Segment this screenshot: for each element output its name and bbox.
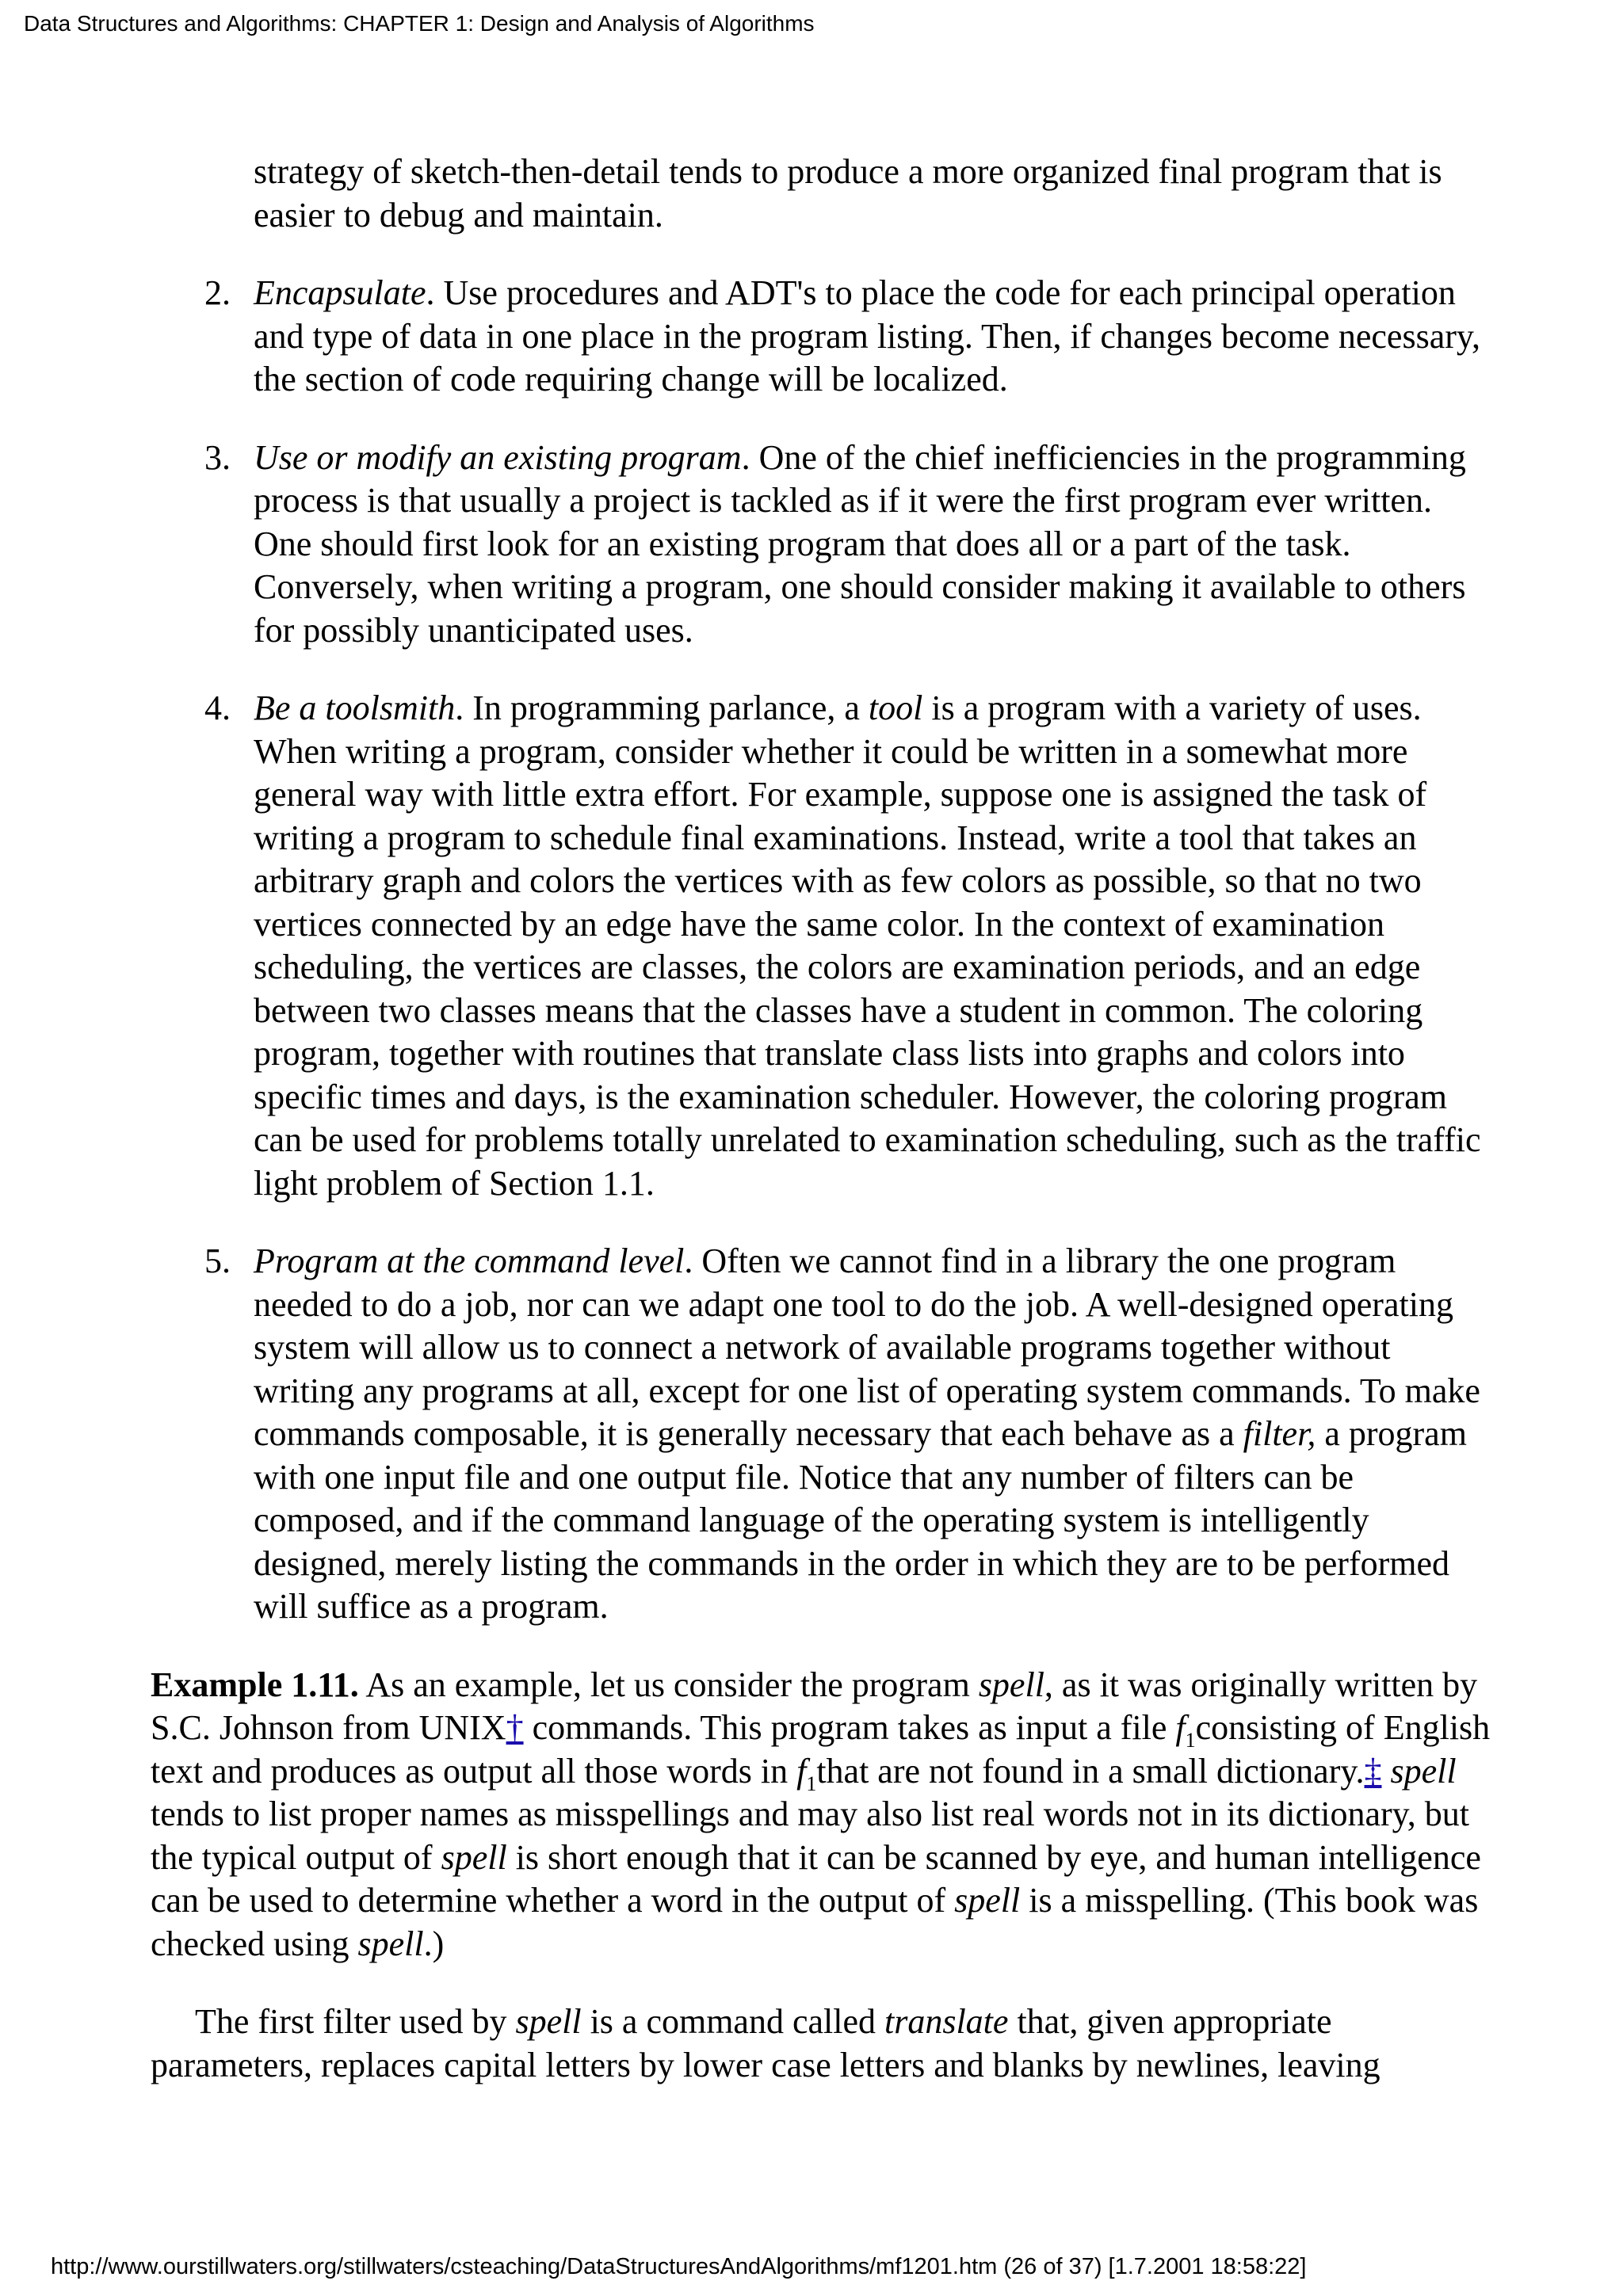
paragraph-text: that, given appropriate parameters, replaces capital letters by lower case letters and blanks by newlines, leaving [151,2002,1381,2084]
example-text: commands. This program takes as input a file [523,1708,1176,1747]
example-label: Example 1.11. [151,1665,359,1704]
list-item [204,687,1498,1205]
example-text: that are not found in a small dictionary. [816,1751,1365,1791]
file-subscript: 1 [1185,1728,1196,1752]
program-name: spell [357,1924,424,1963]
body-paragraph [151,2000,1498,2087]
item-emphasis: tool [868,688,923,727]
document-body [151,151,1498,2087]
item-emphasis: filter, [1243,1414,1316,1453]
file-subscript: 1 [806,1772,817,1795]
example-text: is a misspelling. (This book was checked using [151,1881,1479,1963]
command-name: translate [884,2002,1009,2041]
file-variable: f [796,1751,807,1791]
item-text: . In programming parlance, a [455,688,869,727]
list-number: 4. [204,688,231,727]
item-title: Be a toolsmith [254,688,456,727]
example-text: .) [423,1924,445,1963]
example-text [1382,1752,1391,1791]
guideline-list [151,272,1498,1629]
item-text: is a program with a variety of uses. When writing a program, consider whether it could be written in a somewhat more general way with little extra effort. For example, suppose one is assigned the task of writing a program to schedule final examinations. Instead, write a tool that takes an arbitrary graph and colors the vertices with as few colors as possible, so that no two vertices connected by an edge have the same color. In the context of examination scheduling, the vertices are classes, the colors are examination periods, and an edge between two classes means that the classes have a student in common. The coloring program, together with routines that translate class lists into graphs and colors into specific times and days, is the examination scheduler. However, the coloring program can be used for problems totally unrelated to examination scheduling, such as the traffic light problem of Section 1.1. [254,688,1481,1203]
example-paragraph [151,1664,1498,1966]
example-text: is short enough that it can be scanned by eye, and human intelligence can be used to determine whether a word in the output of [151,1837,1481,1920]
list-item [204,1240,1498,1629]
item-title: Program at the command level [254,1241,685,1280]
example-text: tends to list proper names as misspellings and may also list real words not in its dictionary, but the typical output of [151,1794,1470,1877]
program-name: spell [1390,1751,1457,1791]
item-text: . Use procedures and ADT's to place the code for each principal operation and type of data in one place in the program listing. Then, if changes become necessary, the section of code requiring change will be localized. [254,273,1481,399]
list-number: 3. [204,437,231,477]
example-text: As an example, let us consider the program [358,1665,979,1704]
page-header: Data Structures and Algorithms: CHAPTER 1: Design and Analysis of Algorithms [24,11,815,36]
item-title: Encapsulate [254,273,426,312]
item-text: . One of the chief inefficiencies in the programming process is that usually a project is tackled as if it were the first program ever written. One should first look for an existing program that does all or a part of the task. Conversely, when writing a program, one should consider making it available to others for possibly unanticipated uses. [254,437,1466,650]
example-text: , as it was originally written by S.C. Johnson from UNIX [151,1665,1478,1747]
item-title: Use or modify an existing program [254,437,742,477]
file-variable: f [1175,1708,1186,1747]
paragraph-text: The first filter used by [195,2002,516,2041]
program-name: spell [978,1665,1044,1704]
item-text: . Often we cannot find in a library the one program needed to do a job, nor can we adapt one tool to do the job. A well-designed operating system will allow us to connect a network of available programs together without writing any programs at all, except for one list of operating system commands. To make commands composable, it is generally necessary that each behave as a [254,1241,1480,1453]
program-name: spell [441,1837,507,1877]
list-item [204,272,1498,402]
footnote-dagger-link[interactable]: † [506,1708,524,1747]
list-number: 5. [204,1241,231,1280]
page-footer-url: http://www.ourstillwaters.org/stillwaters/csteaching/DataStructuresAndAlgorithms/mf1201.htm (26 of 37) [1.7.2001 18:58:22] [51,2254,1307,2279]
example-text: consisting of English text and produces as output all those words in [151,1708,1491,1791]
program-name: spell [954,1881,1021,1920]
program-name: spell [515,2002,582,2041]
paragraph-text: is a command called [581,2002,884,2041]
list-item [204,437,1498,653]
list-number: 2. [204,273,231,312]
item-text: a program with one input file and one output file. Notice that any number of filters can be composed, and if the command language of the operating system is intelligently designed, merely listing the commands in the order in which they are to be performed will suffice as a program. [254,1414,1467,1626]
intro-paragraph: strategy of sketch-then-detail tends to produce a more organized final program that is easier to debug and maintain. [254,152,1442,235]
footnote-double-dagger-link[interactable]: ‡ [1364,1751,1382,1791]
